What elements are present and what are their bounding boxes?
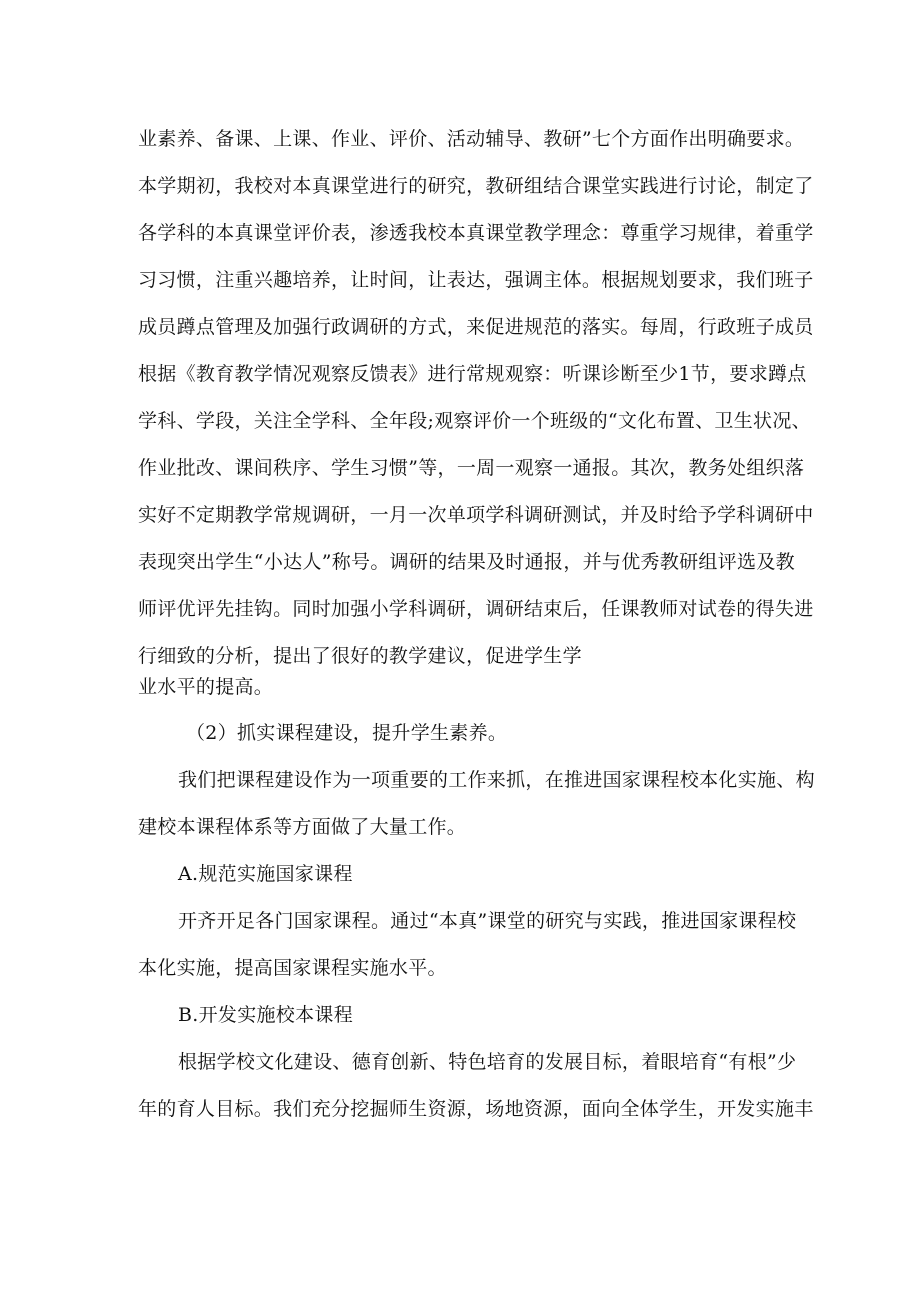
paragraph-line: 实好不定期教学常规调研，一月一次单项学科调研测试，并及时给予学科调研中 xyxy=(138,504,814,526)
paragraph-line: 根据《教育教学情况观察反馈表》进行常规观察：听课诊断至少1节，要求蹲点 xyxy=(138,363,807,385)
paragraph-line: 本化实施，提高国家课程实施水平。 xyxy=(138,957,447,979)
paragraph-line: 习习惯，注重兴趣培养，让时间，让表达，强调主体。根据规划要求，我们班子 xyxy=(138,269,814,291)
paragraph-line: 根据学校文化建设、德育创新、特色培育的发展目标，着眼培育“有根”少 xyxy=(178,1051,797,1073)
paragraph-line: 业水平的提高。 xyxy=(138,676,274,698)
section-heading: （2）抓实课程建设，提升学生素养。 xyxy=(186,722,508,744)
paragraph-line: 师评优评先挂钩。同时加强小学科调研，调研结束后，任课教师对试卷的得失进 xyxy=(138,598,814,620)
paragraph-line: 本学期初，我校对本真课堂进行的研究，教研组结合课堂实践进行讨论，制定了 xyxy=(138,175,814,197)
paragraph-line: 我们把课程建设作为一项重要的工作来抓，在推进国家课程校本化实施、构 xyxy=(178,769,815,791)
paragraph-line: 建校本课程体系等方面做了大量工作。 xyxy=(138,816,467,838)
paragraph-line: 业素养、备课、上课、作业、评价、活动辅导、教研”七个方面作出明确要求。 xyxy=(138,128,805,150)
paragraph-line: 成员蹲点管理及加强行政调研的方式，来促进规范的落实。每周，行政班子成员 xyxy=(138,316,814,338)
paragraph-line: 表现突出学生“小达人”称号。调研的结果及时通报，并与优秀教研组评选及教 xyxy=(138,551,795,573)
subsection-heading: B.开发实施校本课程 xyxy=(178,1004,354,1026)
paragraph-line: 各学科的本真课堂评价表，渗透我校本真课堂教学理念：尊重学习规律，着重学 xyxy=(138,222,814,244)
paragraph-line: 行细致的分析，提出了很好的教学建议，促进学生学 xyxy=(138,645,582,667)
paragraph-line: 学科、学段，关注全学科、全年段;观察评价一个班级的“文化布置、卫生状况、 xyxy=(138,410,811,432)
subsection-heading: A.规范实施国家课程 xyxy=(178,863,353,885)
paragraph-line: 作业批改、课间秩序、学生习惯”等，一周一观察一通报。其次，教务处组织落 xyxy=(138,457,805,479)
paragraph-line: 开齐开足各门国家课程。通过“本真”课堂的研究与实践，推进国家课程校 xyxy=(178,910,797,932)
paragraph-line: 年的育人目标。我们充分挖掘师生资源，场地资源，面向全体学生，开发实施丰 xyxy=(138,1098,814,1120)
